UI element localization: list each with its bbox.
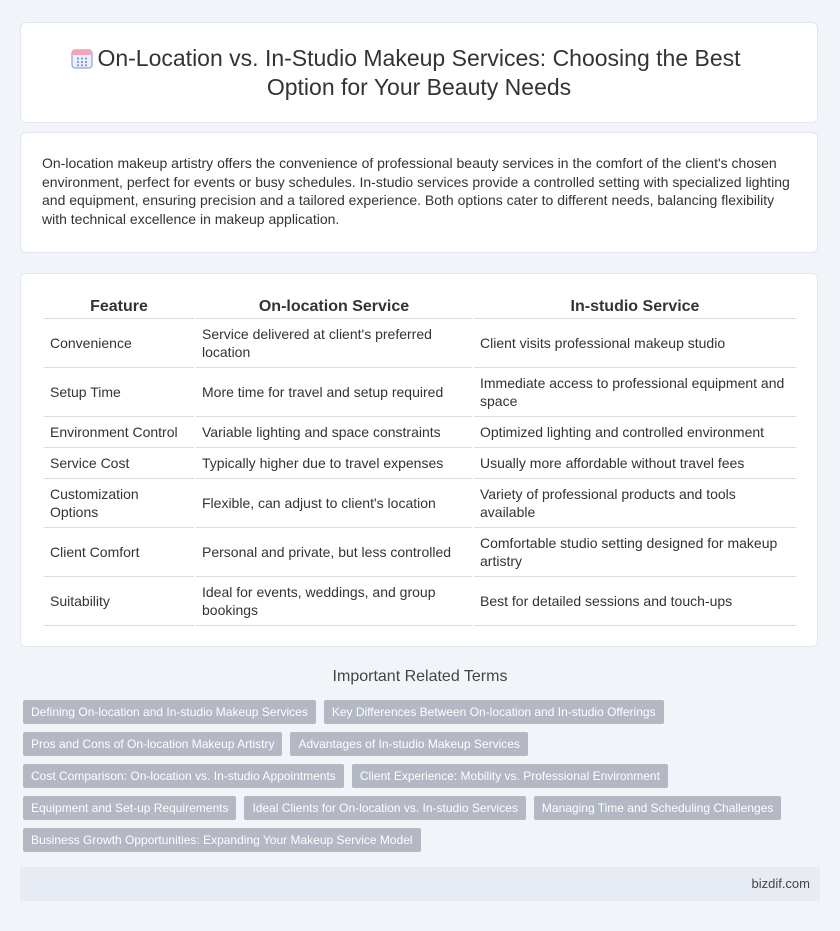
related-terms-heading: Important Related Terms	[332, 668, 508, 685]
table-cell: Usually more affordable without travel fees	[474, 448, 796, 479]
related-term-tag[interactable]: Equipment and Set-up Requirements	[23, 796, 236, 820]
related-term-tag[interactable]: Managing Time and Scheduling Challenges	[534, 796, 782, 820]
related-term-tag[interactable]: Client Experience: Mobility vs. Professional Environment	[352, 764, 668, 788]
table-cell: Best for detailed sessions and touch-ups	[474, 577, 796, 626]
related-term-tag[interactable]: Advantages of In-studio Makeup Services	[290, 732, 527, 756]
table-row	[44, 479, 796, 528]
table-header-row	[44, 296, 796, 319]
table-row	[44, 368, 796, 417]
column-header-in-studio: In-studio Service	[474, 296, 796, 319]
table-cell: Convenience	[44, 319, 194, 368]
column-header-on-location: On-location Service	[196, 296, 472, 319]
footer	[20, 867, 820, 901]
column-header-feature: Feature	[44, 296, 194, 319]
table-cell: Client Comfort	[44, 528, 194, 577]
table-cell: Environment Control	[44, 417, 194, 448]
table-row	[44, 319, 796, 368]
table-cell: Ideal for events, weddings, and group bookings	[196, 577, 472, 626]
table-cell: Typically higher due to travel expenses	[196, 448, 472, 479]
related-term-tag[interactable]: Ideal Clients for On-location vs. In-studio Services	[244, 796, 525, 820]
intro-paragraph: On-location makeup artistry offers the convenience of professional beauty services in the comfort of the client's chosen environment, perfect for events or busy schedules. In-studio services provide a controlled setting with specialized lighting and equipment, ensuring precision and a tailored experience. Both options cater to different needs, balancing flexibility with technical excellence in makeup application.	[42, 155, 790, 227]
table-cell: Client visits professional makeup studio	[474, 319, 796, 368]
comparison-table-card	[20, 273, 818, 647]
footer-site-link[interactable]: bizdif.com	[751, 876, 810, 891]
intro-card	[20, 132, 818, 253]
comparison-table	[42, 296, 798, 626]
table-cell: Service delivered at client's preferred location	[196, 319, 472, 368]
table-row	[44, 448, 796, 479]
table-cell: Suitability	[44, 577, 194, 626]
table-cell: More time for travel and setup required	[196, 368, 472, 417]
table-cell: Flexible, can adjust to client's location	[196, 479, 472, 528]
page-title: On-Location vs. In-Studio Makeup Services: Choosing the Best Option for Your Beauty Needs	[97, 45, 741, 100]
table-cell: Personal and private, but less controlled	[196, 528, 472, 577]
title-card	[20, 22, 818, 123]
table-cell: Optimized lighting and controlled environment	[474, 417, 796, 448]
related-term-tag[interactable]: Pros and Cons of On-location Makeup Artistry	[23, 732, 282, 756]
table-row	[44, 577, 796, 626]
table-cell: Service Cost	[44, 448, 194, 479]
table-cell: Comfortable studio setting designed for makeup artistry	[474, 528, 796, 577]
related-terms-list	[23, 700, 813, 860]
table-row	[44, 528, 796, 577]
table-cell: Customization Options	[44, 479, 194, 528]
table-cell: Setup Time	[44, 368, 194, 417]
related-term-tag[interactable]: Key Differences Between On-location and In-studio Offerings	[324, 700, 664, 724]
table-cell: Variety of professional products and tools available	[474, 479, 796, 528]
related-term-tag[interactable]: Business Growth Opportunities: Expanding Your Makeup Service Model	[23, 828, 421, 852]
table-row	[44, 417, 796, 448]
related-term-tag[interactable]: Cost Comparison: On-location vs. In-studio Appointments	[23, 764, 344, 788]
related-term-tag[interactable]: Defining On-location and In-studio Makeup Services	[23, 700, 316, 724]
table-cell: Variable lighting and space constraints	[196, 417, 472, 448]
table-cell: Immediate access to professional equipment and space	[474, 368, 796, 417]
